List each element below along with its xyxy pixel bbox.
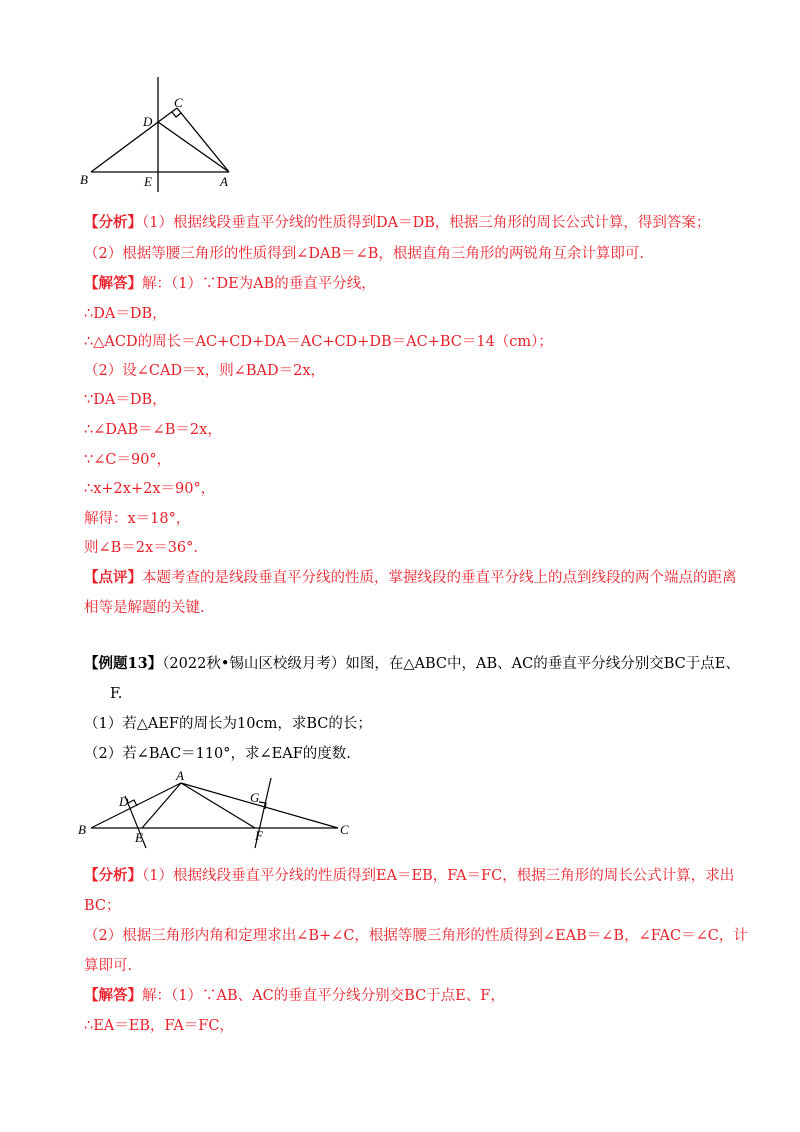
answer-tag: 【解答】 (84, 275, 142, 292)
label-c: C (174, 95, 183, 110)
analysis-text-1: （1）根据线段垂直平分线的性质得到DA＝DB，根据三角形的周长公式计算，得到答案； (142, 215, 711, 231)
label-d: D (119, 794, 129, 809)
label-e: E (144, 174, 152, 189)
answer-line-10: 则∠B＝2x＝36°. (84, 540, 199, 556)
answer-text-1: 解：（1）∵DE为AB的垂直平分线， (142, 276, 376, 292)
analysis2-tag: 【分析】 (84, 867, 142, 884)
answer2-text-1: 解：（1）∵AB、AC的垂直平分线分别交BC于点E、F， (142, 988, 505, 1004)
example-13-text-1: （2022秋•锡山区校级月考）如图，在△ABC中，AB、AC的垂直平分线分别交BC于点E、 (162, 656, 740, 672)
segment-af (181, 783, 255, 828)
label-g: G (250, 790, 260, 805)
answer-line-5: ∵DA＝DB， (84, 392, 167, 408)
segment-ae (142, 783, 181, 828)
question-2: （2）若∠BAC＝110°，求∠EAF的度数. (84, 746, 351, 762)
label-e: E (135, 830, 143, 845)
analysis-tag: 【分析】 (84, 214, 142, 231)
answer-line-9: 解得：x＝18°， (84, 511, 191, 527)
label-b: B (80, 172, 88, 187)
analysis2-line-2: BC； (84, 898, 121, 914)
label-c: C (340, 822, 349, 837)
answer-line-6: ∴∠DAB＝∠B＝2x， (84, 422, 222, 438)
label-b: B (78, 822, 86, 837)
label-f: F (255, 828, 263, 843)
comment-line-2: 相等是解题的关键. (84, 600, 205, 616)
example-13-line-2: F. (110, 686, 123, 702)
question-1: （1）若△AEF的周长为10cm，求BC的长； (84, 716, 372, 732)
analysis2-line-1 (84, 866, 734, 886)
example-13-tag: 【例题13】 (84, 655, 163, 672)
comment-tag: 【点评】 (84, 569, 142, 586)
answer-line-2: ∴DA＝DB， (84, 306, 167, 322)
answer-line-3: ∴△ACD的周长＝AC+CD+DA＝AC+CD+DB＝AC+BC＝14（cm）； (84, 334, 553, 350)
answer-line-8: ∴x+2x+2x＝90°， (84, 481, 216, 497)
answer2-tag: 【解答】 (84, 987, 142, 1004)
answer2-line-1 (84, 986, 505, 1006)
label-a: A (220, 174, 228, 189)
label-d: D (143, 114, 153, 129)
answer2-line-2: ∴EA＝EB，FA＝FC， (84, 1018, 234, 1034)
answer-line-4: （2）设∠CAD＝x，则∠BAD＝2x， (84, 363, 326, 379)
segment-ac (181, 783, 338, 828)
analysis2-line-4: 算即可. (84, 958, 133, 974)
answer-line-7: ∵∠C＝90°， (84, 452, 172, 468)
comment-text-1: 本题考查的是线段垂直平分线的性质，掌握线段的垂直平分线上的点到线段的两个端点的距离 (142, 570, 737, 586)
label-a: A (176, 768, 184, 783)
analysis2-text-1: （1）根据线段垂直平分线的性质得到EA＝EB，FA＝FC，根据三角形的周长公式计算，求出 (142, 868, 735, 884)
segment-ba (91, 783, 181, 828)
analysis2-line-3: （2）根据三角形内角和定理求出∠B+∠C，根据等腰三角形的性质得到∠EAB＝∠B，∠FAC＝∠C，计 (84, 928, 748, 944)
analysis-line-2: （2）根据等腰三角形的性质得到∠DAB＝∠B，根据直角三角形的两锐角互余计算即可. (84, 246, 645, 262)
